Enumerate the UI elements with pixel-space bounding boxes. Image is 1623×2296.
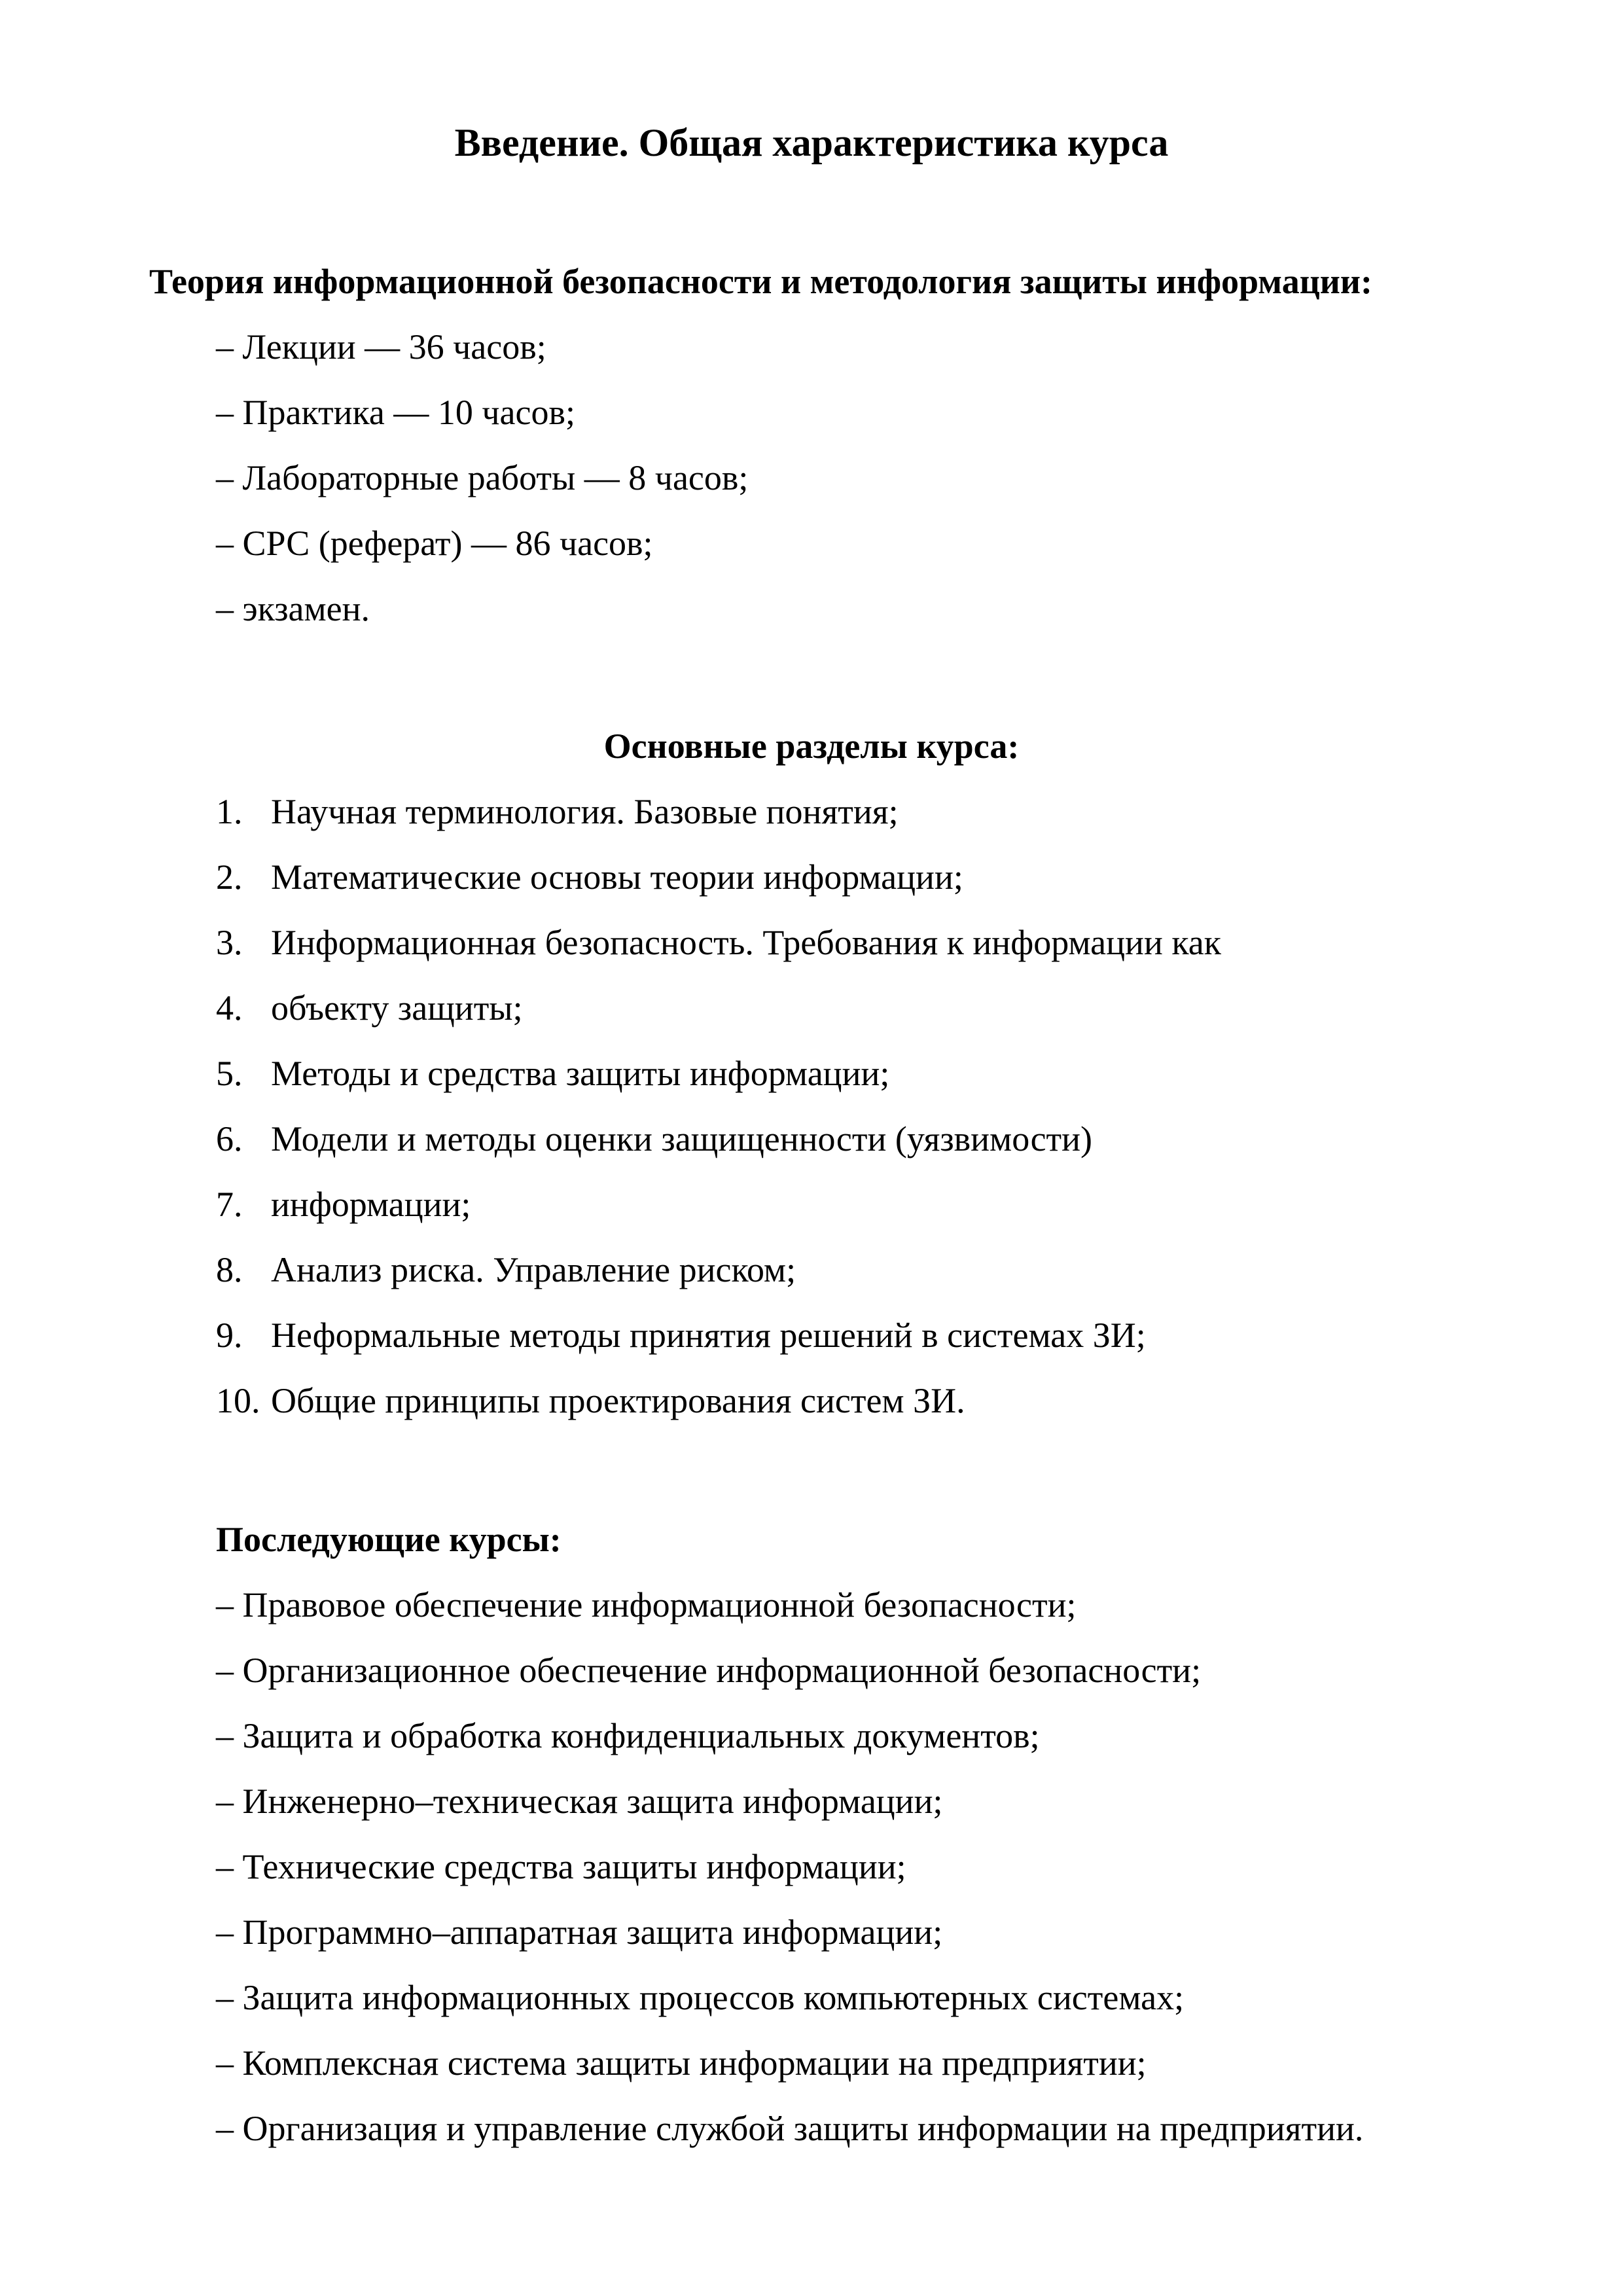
hours-list (216, 314, 748, 641)
section-text: объекту защиты; (271, 988, 523, 1028)
section-item (216, 844, 1221, 910)
next-course-item: – Организационное обеспечение информационной безопасности; (216, 1651, 1202, 1690)
section-item (216, 975, 1221, 1041)
section-item (216, 1302, 1221, 1368)
section-text: Математические основы теории информации; (271, 857, 963, 897)
next-course-item: – Правовое обеспечение информационной безопасности; (216, 1585, 1077, 1624)
document-title: Введение. Общая характеристика курса (454, 121, 1169, 164)
section-text: Методы и средства защиты информации; (271, 1054, 890, 1093)
section-item (216, 910, 1221, 975)
hours-item-labs: – Лабораторные работы — 8 часов; (216, 458, 749, 497)
section-item (216, 779, 1221, 844)
section-item (216, 1237, 1221, 1302)
section-number: 1. (216, 792, 243, 831)
section-item (216, 1041, 1221, 1106)
section-text: Анализ риска. Управление риском; (271, 1250, 796, 1289)
next-course-item: – Защита информационных процессов компьютерных системах; (216, 1978, 1185, 2017)
section-number: 5. (216, 1054, 243, 1093)
section-text: Научная терминология. Базовые понятия; (271, 792, 899, 831)
theory-heading: Теория информационной безопасности и методология защиты информации: (149, 262, 1373, 301)
section-text: Модели и методы оценки защищенности (уязвимости) (271, 1119, 1093, 1158)
section-number: 4. (216, 988, 243, 1028)
section-text: Неформальные методы принятия решений в системах ЗИ; (271, 1316, 1146, 1355)
next-course-item: – Технические средства защиты информации; (216, 1847, 906, 1886)
hours-item-practice: – Практика — 10 часов; (216, 393, 575, 432)
next-course-item: – Защита и обработка конфиденциальных документов; (216, 1716, 1040, 1755)
next-course-item: – Комплексная система защиты информации на предприятии; (216, 2043, 1147, 2083)
hours-item-exam: – экзамен. (216, 589, 370, 628)
hours-item-lectures: – Лекции — 36 часов; (216, 327, 546, 367)
section-number: 10. (216, 1381, 260, 1420)
section-text: информации; (271, 1185, 471, 1224)
section-item (216, 1172, 1221, 1237)
section-number: 3. (216, 923, 243, 962)
next-course-item: – Инженерно–техническая защита информации; (216, 1782, 943, 1821)
sections-heading: Основные разделы курса: (603, 726, 1020, 766)
next-courses-list (216, 1572, 1363, 2161)
section-text: Информационная безопасность. Требования к информации как (271, 923, 1221, 962)
next-courses-heading: Последующие курсы: (216, 1520, 562, 1559)
hours-item-self-study: – СРС (реферат) — 86 часов; (216, 524, 653, 563)
section-item (216, 1368, 1221, 1433)
next-course-item: – Программно–аппаратная защита информации; (216, 1912, 943, 1952)
section-number: 8. (216, 1250, 243, 1289)
sections-list (216, 779, 1221, 1433)
section-number: 2. (216, 857, 243, 897)
section-number: 9. (216, 1316, 243, 1355)
section-text: Общие принципы проектирования систем ЗИ. (271, 1381, 965, 1420)
section-number: 7. (216, 1185, 243, 1224)
next-course-item: – Организация и управление службой защиты информации на предприятии. (216, 2109, 1364, 2148)
section-number: 6. (216, 1119, 243, 1158)
section-item (216, 1106, 1221, 1172)
